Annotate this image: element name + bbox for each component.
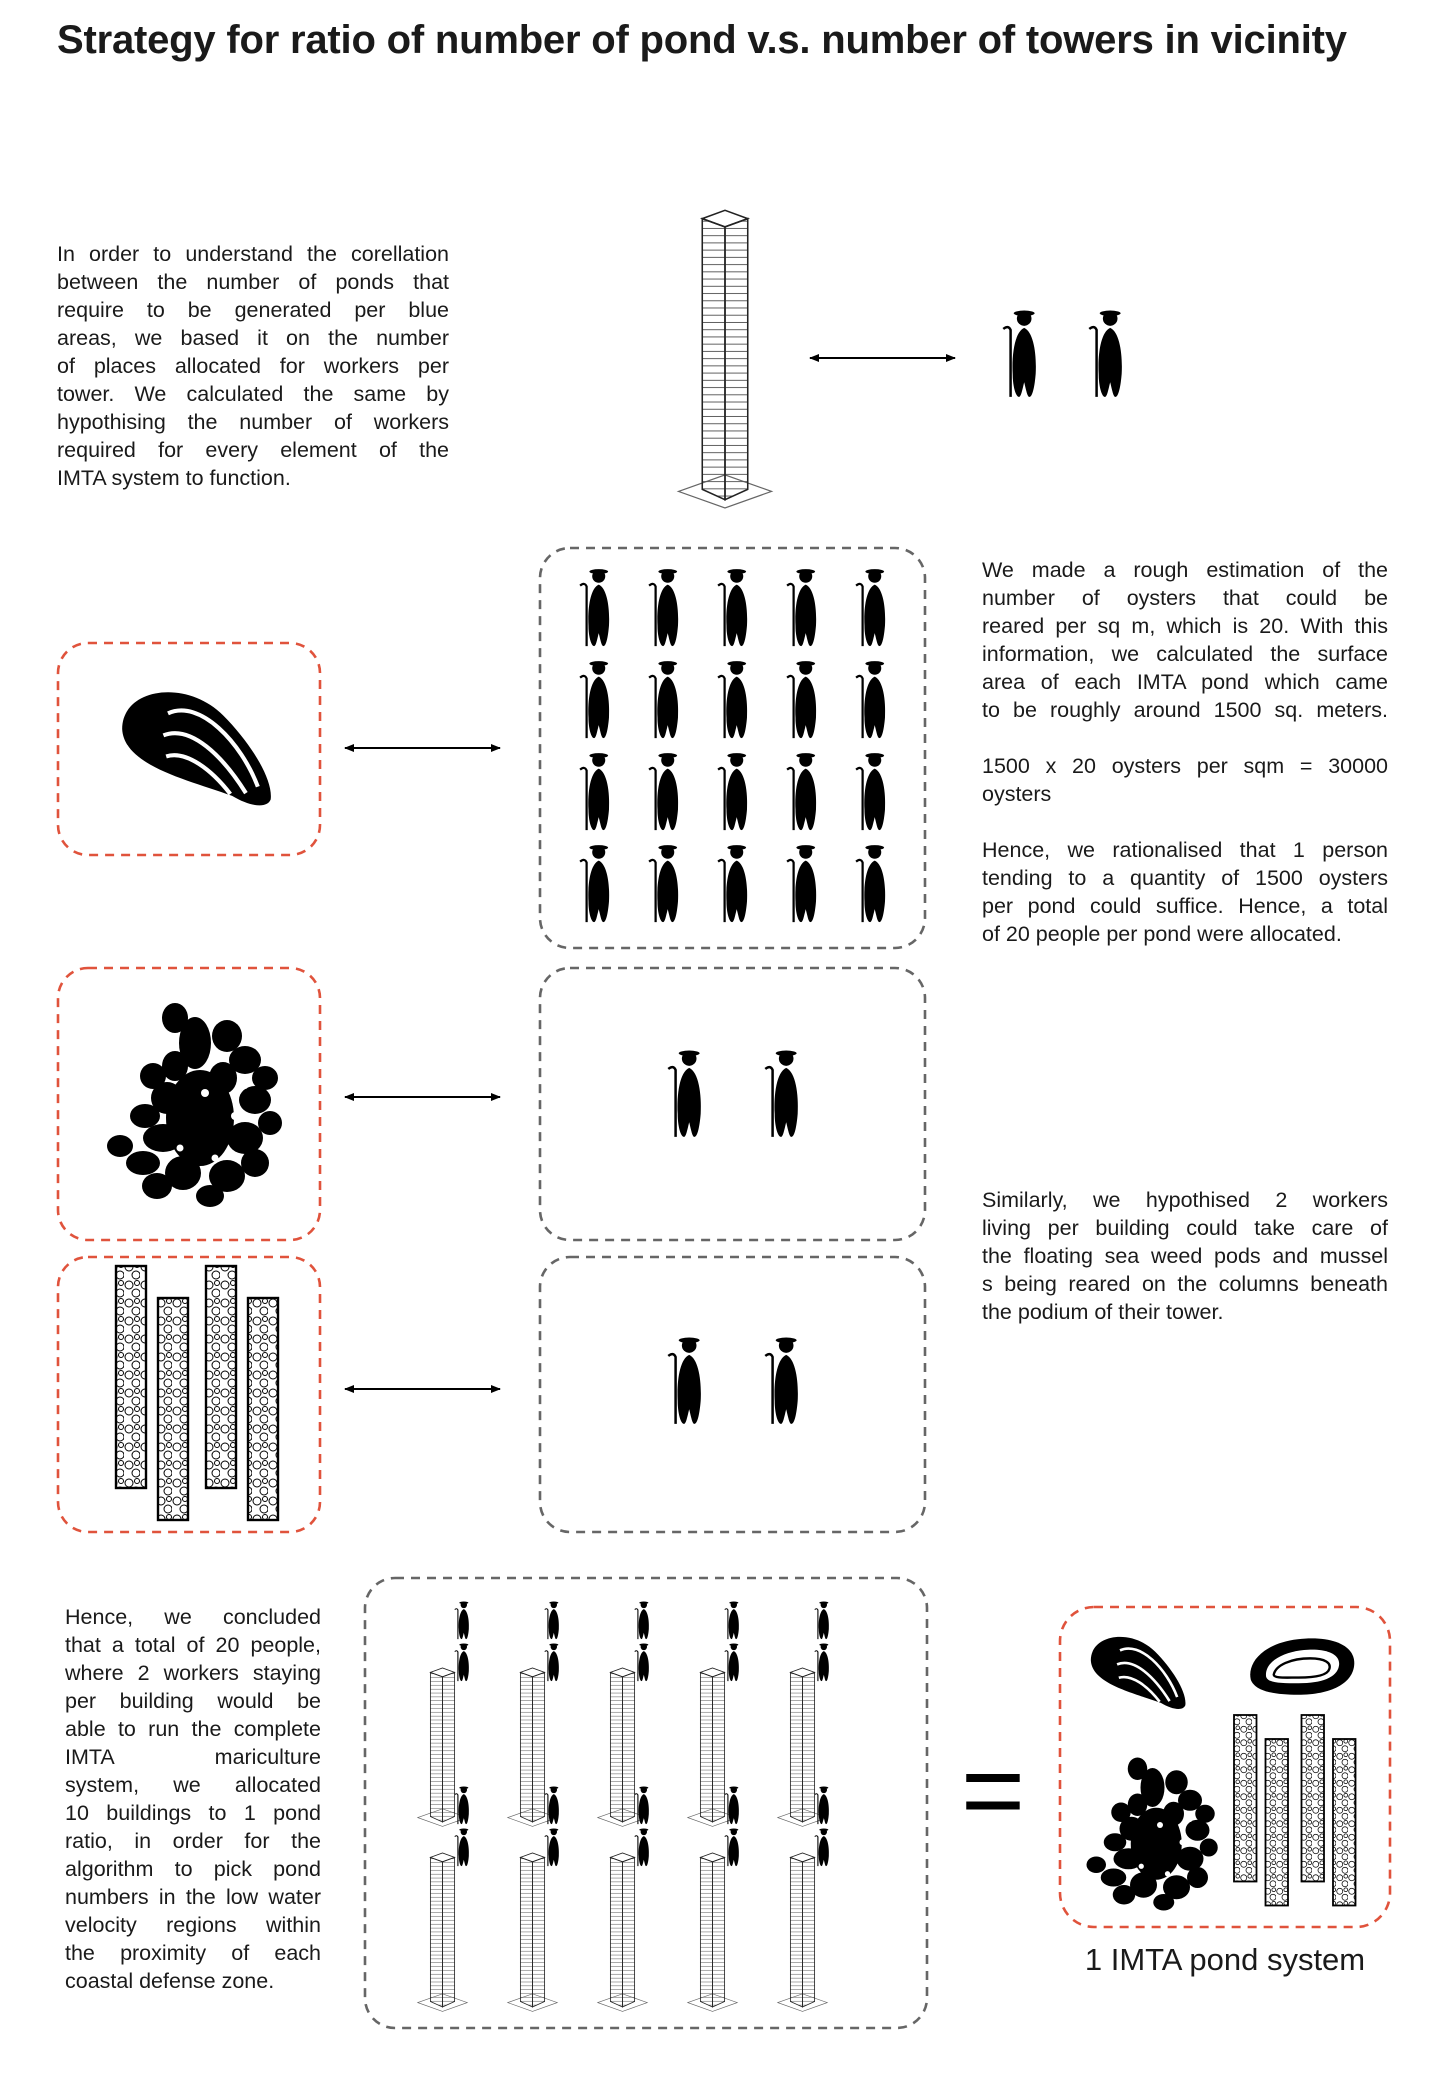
- text-line: per building would be: [65, 1689, 321, 1713]
- worker-icon: [649, 661, 678, 738]
- worker-icon: [815, 1787, 829, 1825]
- text-line: between the number of ponds that: [57, 270, 449, 294]
- worker-icon: [635, 1602, 649, 1640]
- text-line: 1500 x 20 oysters per sqm = 30000: [982, 754, 1388, 778]
- worker-icon: [815, 1644, 829, 1682]
- worker-icon: [787, 845, 816, 922]
- text-line: algorithm to pick pond: [65, 1857, 321, 1881]
- intro-workers: [1003, 311, 1122, 397]
- text-line: tower. We calculated the same by: [57, 382, 449, 406]
- worker-icon: [455, 1644, 469, 1682]
- text-line: living per building could take care of: [982, 1216, 1388, 1240]
- worker-icon: [725, 1787, 739, 1825]
- worker-icon: [718, 661, 747, 738]
- text-line: number of oysters that could be: [982, 586, 1388, 610]
- text-line: the proximity of each: [65, 1941, 321, 1965]
- worker-icon: [856, 661, 885, 738]
- page-title: Strategy for ratio of number of pond v.s. number of towers in vicinity: [57, 18, 1347, 62]
- pond-mussel-column-icon: [1234, 1715, 1356, 1906]
- text-line: 10 buildings to 1 pond: [65, 1801, 321, 1825]
- text-line: where 2 workers staying: [65, 1661, 321, 1685]
- text-line: that a total of 20 people,: [65, 1633, 321, 1657]
- text-line: information, we calculated the surface: [982, 642, 1388, 666]
- mussel-column-icon: [116, 1266, 278, 1520]
- worker-icon: [725, 1829, 739, 1867]
- text-line: coastal defense zone.: [65, 1969, 275, 1993]
- text-line: tending to a quantity of 1500 oysters: [982, 866, 1388, 890]
- worker-icon: [815, 1829, 829, 1867]
- seaweed-workers-box: [540, 968, 925, 1240]
- seaweed-icon: [107, 1003, 282, 1207]
- mussel-workers: [668, 1338, 798, 1424]
- pond-oyster-shell-icon: [1091, 1637, 1186, 1709]
- text-line: oysters: [982, 782, 1052, 806]
- intro-tower: [679, 210, 772, 508]
- text-line: of 20 people per pond were allocated.: [982, 922, 1342, 946]
- worker-icon: [718, 845, 747, 922]
- mussel-workers-box: [540, 1257, 925, 1532]
- worker-icon: [649, 753, 678, 830]
- worker-icon: [635, 1644, 649, 1682]
- worker-icon: [455, 1787, 469, 1825]
- worker-icon: [545, 1829, 559, 1867]
- worker-icon: [455, 1602, 469, 1640]
- text-line: numbers in the low water: [65, 1885, 321, 1909]
- text-line: of places allocated for workers per: [57, 354, 449, 378]
- worker-icon: [649, 569, 678, 646]
- tower-icon: [418, 1853, 468, 2011]
- text-line: We made a rough estimation of the: [982, 558, 1388, 582]
- worker-icon: [545, 1644, 559, 1682]
- text-line: area of each IMTA pond which came: [982, 670, 1388, 694]
- text-line: the floating sea weed pods and mussel: [982, 1244, 1388, 1268]
- text-line: system, we allocated: [65, 1773, 321, 1797]
- text-line: IMTA mariculture: [65, 1745, 321, 1769]
- text-line: able to run the complete: [65, 1717, 321, 1741]
- worker-icon: [787, 569, 816, 646]
- worker-icon: [649, 845, 678, 922]
- worker-icon: [580, 569, 609, 646]
- text-line: hypothising the number of workers: [57, 410, 449, 434]
- text-line: s being reared on the columns beneath: [982, 1272, 1388, 1296]
- worker-icon: [580, 845, 609, 922]
- text-line: Hence, we concluded: [65, 1605, 321, 1629]
- text-line: to be roughly around 1500 sq. meters.: [982, 698, 1388, 722]
- worker-icon: [718, 753, 747, 830]
- worker-icon: [580, 753, 609, 830]
- worker-icon: [718, 569, 747, 646]
- text-line: required for every element of the: [57, 438, 449, 462]
- buildings-summary-grid: [418, 1602, 829, 2012]
- tower-icon: [778, 1853, 828, 2011]
- text-line: velocity regions within: [65, 1913, 321, 1937]
- text-line: reared per sq m, which is 20. With this: [982, 614, 1388, 638]
- worker-icon: [787, 661, 816, 738]
- worker-icon: [725, 1602, 739, 1640]
- worker-icon: [856, 753, 885, 830]
- worker-icon: [856, 569, 885, 646]
- oyster-shell-icon: [122, 692, 271, 805]
- result-caption: 1 IMTA pond system: [1084, 1942, 1366, 1977]
- pond-oyster-icon: [1250, 1638, 1354, 1694]
- oyster-workers-grid: [580, 569, 885, 922]
- worker-icon: [725, 1644, 739, 1682]
- seaweed-workers: [668, 1051, 798, 1137]
- text-line: Hence, we rationalised that 1 person: [982, 838, 1388, 862]
- text-line: areas, we based it on the number: [57, 326, 449, 350]
- text-line: the podium of their tower.: [982, 1300, 1224, 1324]
- worker-icon: [815, 1602, 829, 1640]
- worker-icon: [635, 1829, 649, 1867]
- text-line: In order to understand the corellation: [57, 242, 449, 266]
- equals-sign: =: [960, 1729, 1026, 1852]
- text-line: ratio, in order for the: [65, 1829, 321, 1853]
- worker-icon: [545, 1602, 559, 1640]
- pond-seaweed-icon: [1087, 1758, 1218, 1911]
- worker-icon: [545, 1787, 559, 1825]
- worker-icon: [787, 753, 816, 830]
- text-line: per pond could suffice. Hence, a total: [982, 894, 1388, 918]
- worker-icon: [635, 1787, 649, 1825]
- text-line: Similarly, we hypothised 2 workers: [982, 1188, 1388, 1212]
- tower-icon: [598, 1853, 648, 2011]
- text-line: IMTA system to function.: [57, 466, 291, 490]
- worker-icon: [580, 661, 609, 738]
- tower-icon: [688, 1853, 738, 2011]
- worker-icon: [856, 845, 885, 922]
- tower-icon: [508, 1853, 558, 2011]
- text-line: require to be generated per blue: [57, 298, 449, 322]
- worker-icon: [455, 1829, 469, 1867]
